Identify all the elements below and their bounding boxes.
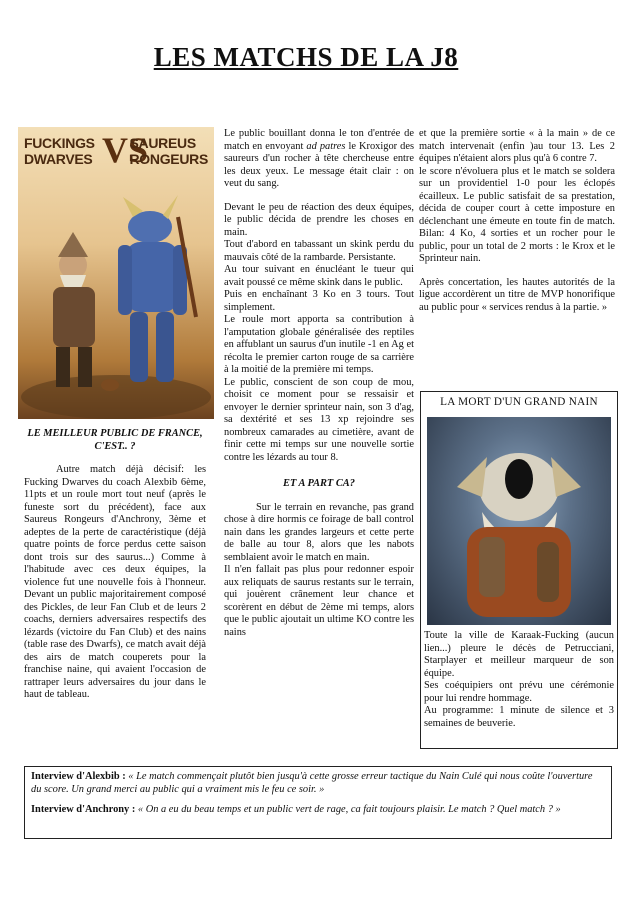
interview-label: Interview d'Alexbib : [31,771,126,782]
interview-quote: « Le match commençait plutôt bien jusqu'à cette grosse erreur tactique du Nain Culé qui nous coûte l'ouverture du score. Un grand merci au public qui a vraiment mis le feu ce soir. » [31,771,593,795]
poster-right-line2: RONGEURS [129,151,208,167]
interview-anchrony [31,804,605,817]
column1-paragraph: Autre match déjà décisif: les Fucking Dwarves du coach Alexbib 6ème, 11pts et un roule mort tout neuf (après le funeste sort du précédent), face aux Saureus Rongeurs d'Anchrony, 3ème et adeptes de la perte de caractéristique (déjà quatre points de force perdus cette saison dont trois sur des saurus...) Comme à l'habitude avec ces deux équipes, la violence fut une nouvelle fois à l'honneur. Devant un public majoritairement composé des Pickles, de leur Fan Club et de leurs 2 coachs, derniers adversaires respectifs des lézards (victoire du Fan Club) et des nains (table rase des Dwarfs), ce match avait déjà des airs de match couperets pour la franchise naine, qui avaient l'occasion de rattraper leurs adversaires du jour dans le haut de tableau. [24,464,206,700]
obituary-paragraph-1: Toute la ville de Karaak-Fucking (aucun lien...) pleure le décès de Petrucciani, Starplayer et meilleur marqueur de son équipe. [424,630,614,679]
column2-paragraph-3: Tout d'abord en tabassant un skink perdu du mauvais côté de la rambarde. Persistante. [224,239,414,263]
col2-p1a: Le public bouillant donna le ton d'entrée de match en envoyant [224,128,414,152]
interview-quote: « On a eu du beau temps et un public vert de rage, ca fait toujours plaisir. Le match ? Quel match ? » [137,803,561,815]
interview-label: Interview d'Anchrony : [31,803,136,815]
obituary-paragraph-3: Au programme: 1 minute de silence et 3 semaines de beuverie. [424,705,614,729]
poster-left-line2: DWARVES [24,151,93,167]
column2-paragraph-9: Il n'en fallait pas plus pour redonner espoir aux reliquats de saurus restants sur le terrain, qui jouèrent crânement leur chance et scorèrent en début de 2ème mi temps, alors que le public ajoutait un ultime KO contre les nains [224,564,414,638]
interview-alexbib [31,771,605,797]
poster-vs: VS [102,130,149,170]
obituary-heading: LA MORT D'UN GRAND NAIN [440,396,598,408]
obituary-box [420,391,618,749]
obituary-text [424,630,614,730]
dwarf-portrait-illustration [427,417,611,625]
poster-illustration [18,127,214,419]
column3-paragraph-2: le score n'évoluera plus et le match se soldera sur un providentiel 1-0 pour les éclopés écailleux. Le public satisfait de sa prestation, décida de couper court à cette imposture en déclenchant une émeute en toute fin de match. Bilan: 4 Ko, 4 sorties et un rocher pour le public, pour un total de 2 morts : le Krox et le Sprinteur nain. [419,165,615,264]
column2-paragraph-8: Sur le terrain en revanche, pas grand chose à dire hormis ce foirage de ball control nain dans les grandes largeurs et cette perte de balle au tour 8, alors que les nabots semblaient avoir le match en main. [224,501,414,563]
obituary-paragraph-2: Ses coéquipiers ont prévu une cérémonie pour lui rendre hommage. [424,680,614,704]
col2-p1c: le Kroxigor des saureurs d'un rocher à tête chercheuse entre les deux yeux. Le message était clair : on veut du sang. [224,140,414,189]
poster-right-line1: SAUREUS [129,135,196,151]
interviews-box [24,766,612,839]
column2-paragraph-2: Devant le peu de réaction des deux équipes, le public décida de prendre les choses en main. [224,201,414,238]
column2-paragraph-7: Le public, conscient de son coup de mou, choisit ce moment pour se ressaisir et envoyer le dernier sprinteur nain, son 3 d'ag, sa dextérité et ses 13 xp rejoindre ses nombreux camarades au cimetière, avant de finir cette mi temps sur une nouvelle sortie contre les lézards au tour 8. [224,376,414,463]
column3-paragraph-1: et que la première sortie « à la main » de ce match intervenait (enfin )au tour 13. Les 2 équipes n'étaient alors plus qu'à 6 contre 7. [419,128,615,164]
column-3 [419,128,615,314]
column2-paragraph-5: Puis en enchaînant 3 Ko en 3 tours. Tout simplement. [224,289,414,313]
poster-left-line1: FUCKINGS [24,135,95,151]
column2-paragraph-1 [224,128,414,191]
column2-heading: ET A PART CA? [283,478,355,489]
col2-p1b: ad patres [306,140,346,152]
dwarf-portrait-image [427,417,611,625]
column2-paragraph-4: Au tour suivant en énucléant le tueur qui avait poussé ce même skink dans le public. [224,264,414,288]
column1-heading: LE MEILLEUR PUBLIC DE FRANCE, C'EST.. ? [27,428,203,452]
column3-paragraph-3: Après concertation, les hautes autorités de la ligue accordèrent un titre de MVP honorifique au public pour « services rendus à la partie. » [419,276,615,313]
match-poster-image [18,127,214,419]
column2-paragraph-6: Le roule mort apporta sa contribution à l'amputation globale généralisée des reptiles en affublant un saurus d'un inutile -1 en Ag et récolta le premier carton rouge de sa carrière à la moitié de la première mi temps. [224,314,414,375]
column-2 [224,128,414,639]
column-1 [24,428,206,702]
page-title: LES MATCHS DE LA J8 [153,42,459,72]
